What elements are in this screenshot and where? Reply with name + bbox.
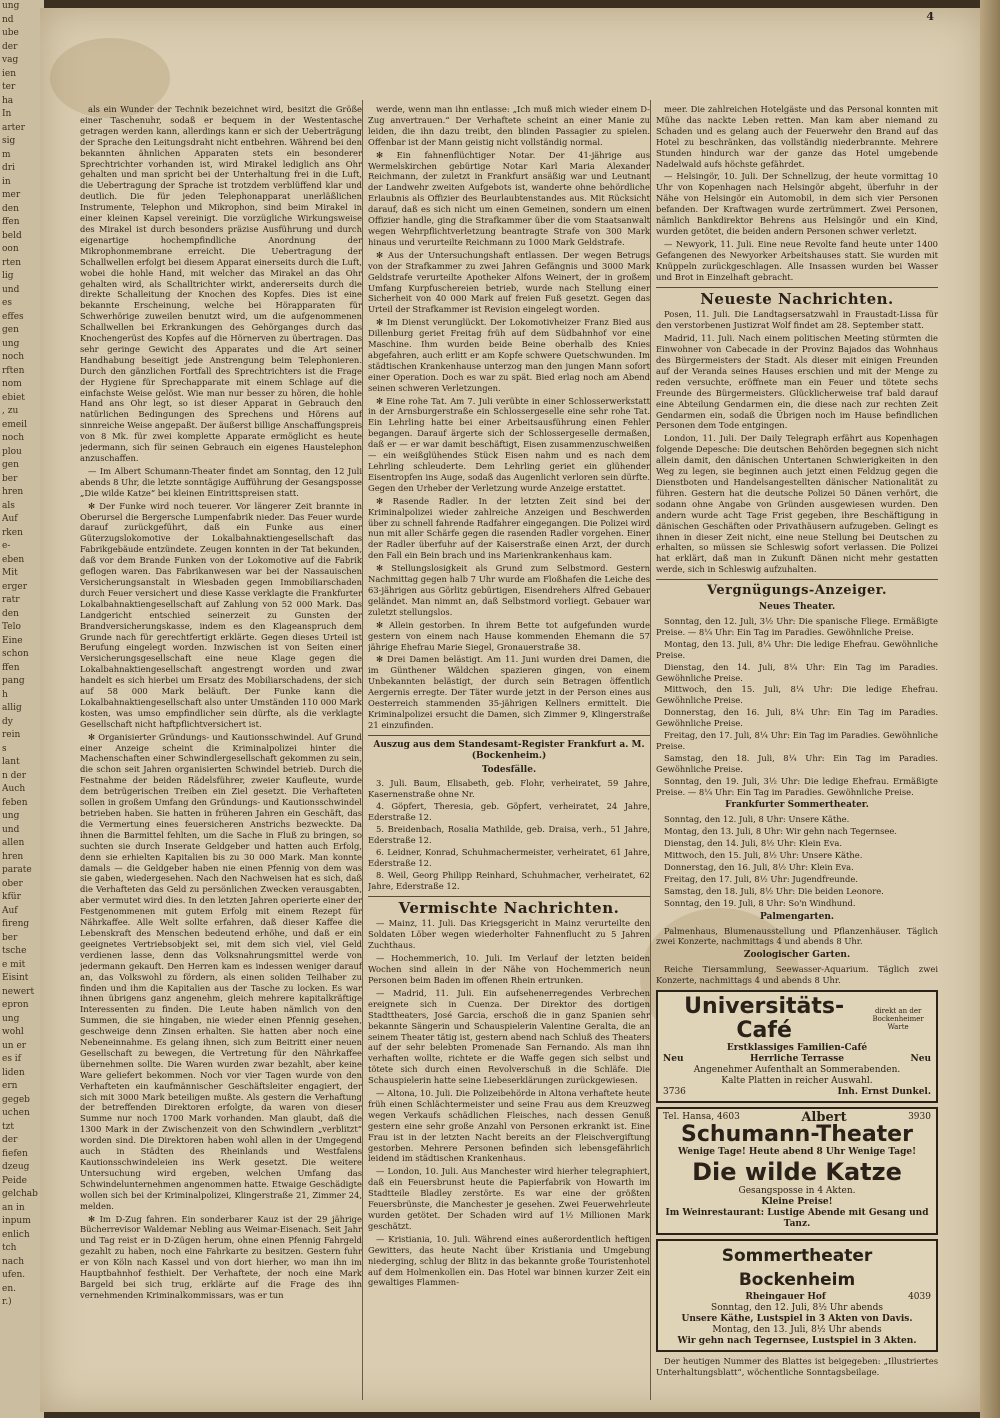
strip-fragment: ratr [2,595,20,605]
program-entry: Mittwoch, den 15. Juli, 8¼ Uhr: Die ledige Ehefrau. Gewöhnliche Preise. [656,684,938,706]
strip-fragment: hren [2,851,24,862]
program-entry: Sonntag, den 12. Juli, 8 Uhr: Unsere Käthe. [664,814,850,825]
strip-fragment: rken [2,527,23,538]
strip-fragment: wohl [2,1027,24,1037]
column-3 [656,104,938,1404]
article-paragraph: ✻ Im Dienst verunglückt. Der Lokomotivheizer Franz Bied aus Dillenburg geriet Freitag früh auf dem Südbahnhof vor eine Maschine. Ihm wurden beide Beine oberhalb des Knies abgefahren, auch erlitt er am Kopfe schwere Quetschwunden. Im städtischen Krankenhause unterzog man den jungen Mann sofort einer Operation. Doch es war zu spät. Bied erlag noch am Abend seinen schweren Verletzungen. [368,317,650,393]
article-paragraph: als ein Wunder der Technik bezeichnet wird, besitzt die Größe einer Taschenuhr, sodaß er bequem in der Westentasche getragen werden kann, allerdings kann er sich der Ueberträgung der Sprache den Leitungsdraht nicht entbehren. Während bei den bekannten ähnlichen Apparaten stets ein besonderer Sprechtrichter vorhanden ist, wird Mirakel lediglich ans Ohr gehalten und man spricht bei der Unterhaltung frei in die Luft, die Uebertragung der Sprache ist trotzdem verblüffend klar und deutlich. Die für jeden Telephonapparat unerläßlichen Instrumente, Telephon und Mikrophon, sind beim Mirakel in einer kleinen Kapsel vereinigt. Die vorzügliche Wirkungsweise des Mirakel ist durch besonders präzise Ausführung und durch eigenartige hochempfindliche Anordnung der Mikrophonmembrane erreicht. Die Uebertragung der Schallwellen erfolgt bei diesem Apparat einerseits durch die Luft, wobei die hohle Hand, mit welcher das Mirakel an das Ohr gehalten wird, als Schalltrichter wirkt, andererseits durch die direkte Schalleitung der Knochen des Kopfes. Dies ist eine bekannte Erscheinung, welche bei Hörapparaten für Schwerhörige zuweilen benutzt wird, um die aufgenommenen Schallwellen bei Erkrankungen des Gehörganges durch das Knochengerüst des Kopfes auf die Hörnerven zu übertragen. Das sehr geringe Gewicht des Apparates und die Art seiner Handhabung beseitigt jede Anstrengung beim Telephonieren. Durch den gänzlichen Fortfall des Sprechtrichters ist die Frage der Hygiene für Sprechapparate mit einem Schlage auf die einfachste Weise gelöst. Wie man nur besser zu hören, die hohle Hand ans Ohr legt, so ist dieser Apparat in Gebrauch den natürlichen Bedingungen des Sprechens und Hörens auf sinnreiche Weise angepaßt. Der äußerst billige Anschaffungspreis von 8 Mk. für zwei komplette Apparate ermöglicht es heute jedermann, sich für seinen Gebrauch ein eigenes Haustelephon anzuschaffen. [80,104,362,463]
section-heading-vermischte: Vermischte Nachrichten. [398,898,620,917]
section-heading-vergnuegung: Vergnügungs-Anzeiger. [707,583,887,599]
palmengarten-title: Palmengarten. [760,911,834,922]
strip-fragment: hren [2,487,24,497]
strip-fragment: fiefen [2,1148,28,1159]
program-entry: Sonntag, den 19. Juli, 8 Uhr: So'n Windhund. [664,897,856,908]
strip-fragment: gen [2,460,19,470]
ad-sommer-title: Sommertheater Bockenheim [721,1246,873,1291]
sommertheater-title: Frankfurter Sommertheater. [725,800,869,811]
column-1 [80,104,362,1404]
section-heading-neueste: Neueste Nachrichten. [700,289,894,308]
strip-fragment: ha [2,95,14,106]
strip-fragment: ien [2,68,17,79]
strip-fragment: noch [2,433,25,443]
news-item: — Mainz, 11. Juli. Das Kriegsgericht in Mainz verurteilte den Soldaten Löber wegen wiederholter Fahnenflucht zu 5 Jahren Zuchthaus. [368,918,650,951]
palmengarten-text: Palmenhaus, Blumenausstellung und Pflanzenhäuser. Täglich zwei Konzerte, nachmittags 4 und abends 8 Uhr. [656,925,938,947]
article-paragraph: ✻ Ein fahnenflüchtiger Notar. Der 41-jährige aus Wermelskirchen gebürtige Notar Karl Maria Alexander Reichmann, der zuletzt in Frankfurt ansäßig war und Leutnant der Landwehr zweiten Aufgebots ist, wanderte ohne behördliche Erlaubnis als Offizier des Beurlaubtenstandes aus. Mit Rücksicht darauf, daß es sich nicht um einen Gemeinen, sondern um einen Offizier handle, ging die Strafkammer über die vom Staatsanwalt wegen Wehrpflichtverletzung beantragte Strafe von 300 Mark hinaus und verurteilte Reichmann zu 1000 Mark Geldstrafe. [368,149,650,247]
strip-fragment: nach [2,1256,24,1267]
strip-fragment: Eine [2,635,23,646]
strip-fragment: tzt [2,1121,14,1132]
article-paragraph: werde, wenn man ihn entlasse: „Ich muß mich wieder einem D-Zug anvertrauen.“ Der Verhaftete scheint an einer Manie zu leiden, die ihn dazu treibt, den blinden Passagier zu spielen. Offenbar ist der Mann geistig nicht vollständig normal. [368,104,650,147]
strip-fragment: dzeug [2,1162,30,1172]
strip-fragment: Auch [2,784,26,794]
advertisement-universitaets-cafe [656,990,938,1103]
zoo-text: Reiche Tiersammlung, Seewasser-Aquarium. Täglich zwei Konzerte, nachmittags 4 und abends 8 Uhr. [656,964,938,986]
page-edge [980,0,1000,1418]
strip-fragment: pang [2,676,25,686]
strip-fragment: Eisint [2,973,29,983]
strip-fragment: allig [2,703,22,713]
article-paragraph: — Im Albert Schumann-Theater findet am Sonntag, den 12 Juli abends 8 Uhr, die letzte sonntägige Aufführung der Gesangsposse „Die wilde Katze“ bei kleinen Eintrittspreisen statt. [80,465,362,498]
ad-theater-line1: Wenige Tage! Heute abend 8 Uhr Wenige Tage! [677,1147,917,1158]
strip-fragment: arter [2,122,25,133]
strip-fragment: den [2,203,19,214]
strip-fragment: liden [2,1067,25,1078]
article-paragraph: ✻ Im D-Zug fahren. Ein sonderbarer Kauz ist der 29 jährige Bücherrevisor Waldemar Nebling aus Weimar-Eisenach. Seit Jahr und Tag reist er in D-Zügen herum, ohne einen Pfennig Fahrgeld gezahlt zu haben, noch eine Fahrkarte zu besitzen. Gestern fuhr er von Köln nach Kassel und von dort hierher, wo man ihn im Hauptbahnhof festhielt. Der Verhaftete, der noch eine Mark Bargeld bei sich trug, erklärte auf die Frage des ihn vernehmenden Kriminalkommissars, was er tun [80,1213,362,1300]
strip-fragment: tch [2,1243,17,1253]
ad-theater-line2: Gesangsposse in 4 Akten. [738,1186,856,1197]
strip-fragment: newert [2,986,35,997]
neues-theater-title: Neues Theater. [758,602,836,613]
article-paragraph: ✻ Der Funke wird noch teuerer. Vor längerer Zeit brannte in Oberursel die Bergersche Lumpenfabrik nieder. Das Feuer wurde darauf zurückgeführt, daß ein Funke aus einer Güterzugslokomotive der Lokalbahnaktiengesellschaft das Fabrikgebäude entzündete. Zeugen konnten in der Tat bekunden, daß vor dem Brande Funken von der Lokomotive auf die Fabrik geflogen waren. Das Fabrikanwesen war bei der Nassauischen Versicherungsanstalt in Wiesbaden gegen Immobiliarschaden durch Feuer versichert und diese Kasse verklagte die Frankfurter Lokalbahnaktiengesellschaft auf Zahlung von 52 000 Mark. Das Landgericht entschied seinerzeit zu Gunsten der Brandversicherungskasse, indem es den Klageanspruch dem Grunde nach für gerechtfertigt erklärte. Gegen dieses Urteil ist Berufung eingelegt worden. Inzwischen ist von Seiten einer Versicherungsgesellschaft eine neue Klage gegen die Lokalbahnaktiengesellschaft angestrengt worden und zwar handelt es sich hierbei um Ersatz des Mobiliarschadens, der sich auf 58 000 Mark beläuft. Der Funke kann die Lokalbahnaktiengesellschaft also unter Umständen 110 000 Mark kosten, was umso empfindlicher sein dürfte, als die verklagte Gesellschaft nicht haftpflichtversichert ist. [80,500,362,729]
ad-sommer-line3: Montag, den 13. Juli, 8½ Uhr abends [712,1325,882,1336]
zoo-title: Zoologischer Garten. [743,950,851,961]
register-entry: 5. Breidenbach, Rosalia Mathilde, geb. Draisa, verh., 51 Jahre, Ederstraße 12. [368,824,650,845]
program-entry: Montag, den 13. Juli, 8¼ Uhr: Die ledige Ehefrau. Gewöhnliche Preise. [656,638,938,660]
strip-fragment: erger [2,581,28,592]
news-item: — Helsingör, 10. Juli. Der Schnellzug, der heute vormittag 10 Uhr von Kopenhagen nach Helsingör abgeht, überfuhr in der Nähe von Helsingör ein Automobil, in dem sich vier Personen befanden. Der Kraftwagen wurde zertrümmert. Zwei Personen, nämlich Bankdirektor Behrens aus Helsingör und ein Kind, wurden getötet, die beiden andern Personen schwer verletzt. [656,171,938,236]
ad-cafe-line3: Kalte Platten in reicher Auswahl. [721,1076,873,1087]
strip-fragment: lant [2,757,20,767]
program-entry: Donnerstag, den 16. Juli, 8¼ Uhr: Ein Tag im Paradies. Gewöhnliche Preise. [656,707,938,729]
ad-theater-number: 3930 [908,1112,931,1123]
divider [368,896,650,897]
strip-fragment: Peide [2,1175,27,1186]
page-number: 4 [926,10,934,23]
news-item: Posen, 11. Juli. Die Landtagsersatzwahl in Fraustadt-Lissa für den verstorbenen Justizrat Wolf findet am 28. September statt. [656,309,938,331]
news-item: meer. Die zahlreichen Hotelgäste und das Personal konnten mit Mühe das nackte Leben retten. Man kam aber niemand zu Schaden und es gelang auch der Feuerwehr den Brand auf das Hotel zu beschränken, das vollständig niederbrannte. Mehrere Stunden hindurch war der ganze das Hotel umgebende Nadelwald aufs höchste gefährdet. [656,104,938,169]
news-item: — Newyork, 11. Juli. Eine neue Revolte fand heute unter 1400 Gefangenen des Newyorker Arbeitshauses statt. Sie wurden mit Knüppeln zurückgeschlagen. Alle Insassen wurden bei Wasser und Brot in Einzelhaft gebracht. [656,238,938,282]
strip-fragment: ffen [2,662,20,673]
strip-fragment: ber [2,473,18,484]
strip-fragment: rten [2,257,22,268]
strip-fragment: m [2,149,11,160]
strip-fragment: als [2,500,15,511]
strip-fragment: oon [2,244,19,254]
strip-fragment: ung [2,1013,20,1024]
strip-fragment: der [2,41,18,52]
strip-fragment: inpum [2,1216,31,1226]
strip-fragment: enlich [2,1229,30,1240]
ad-cafe-mid: Herrliche Terrasse [750,1054,844,1065]
ad-cafe-number: 3736 [663,1087,686,1098]
strip-fragment: und [2,824,20,835]
strip-fragment: uchen [2,1108,30,1118]
ad-theater-title2: Die wilde Katze [692,1158,902,1187]
article-paragraph: ✻ Drei Damen belästigt. Am 11. Juni wurden drei Damen, die im Günthener Wäldchen spazieren gingen, von einem Unbekannten belästigt, der durch sein Betragen öffentlich Aergernis erregte. Der Täter wurde jetzt in der Person eines aus Oesterreich stammenden 35-jährigen Kellners ermittelt. Die Kriminalpolizei ersucht die Damen, sich Zimmer 9, Klingerstraße 21 einzufinden. [368,654,650,730]
strip-fragment: ebiet [2,392,25,403]
strip-fragment: feben [2,797,28,808]
strip-fragment: es if [2,1054,22,1064]
news-item: — London, 10. Juli. Aus Manchester wird hierher telegraphiert, daß ein Feuersbrunst heute die Papierfabrik von Howarth im Stadtteile Bladley zerstörte. Es war eine der größten Feuersbrünste, die Manchester je gesehen. Zwei Feuerwehrleute wurden getötet. Der Schaden wird auf 1½ Millionen Mark geschätzt. [368,1166,650,1231]
news-item: — Madrid, 11. Juli. Ein aufsehenerregendes Verbrechen ereignete sich in Cuenza. Der Direktor des dortigen Stadttheaters, José Garcia, erschoß die in ganz Spanien sehr bekannte Sängerin und Schauspielerin Valentine Geralta, die an seinem Theater tätig ist, gestern abend nach Schluß des Theaters auf der sehr belebten Promenade San Fernando. Als man ihn verhaften wollte, richtete er die Waffe gegen sich selbst und tötete sich durch einen Revolverschuß in die Schläfe. Die Schauspielerin hatte seine Liebeserklärungen zurückgewiesen. [368,987,650,1086]
strip-fragment: r.) [2,1297,12,1307]
ad-cafe-side: direkt an der Bockenheimer Warte [872,1007,924,1032]
ad-sommer-number: 4039 [908,1292,931,1303]
strip-fragment: , zu [2,406,19,416]
strip-fragment: gegeb [2,1094,30,1105]
article-paragraph: ✻ Organisierter Gründungs- und Kautionsschwindel. Auf Grund einer Anzeige scheint die Kriminalpolizei hinter die Machenschaften einer Schwindlergesellschaft gekommen zu sein, die schon seit Jahren organisierten Schwindel betrieb. Durch die Festnahme der beiden Rädelsführer, zweier Kaufleute, wurde dem betrügerischen Treiben ein Ziel gesetzt. Die Verhafteten sollen in großem Umfang den Gründungs- und Kautionsschwindel betrieben haben. Sie hatten in früheren Jahren ein Geschäft, das die Vermertung eines feuersicheren Anstrichs bezweckte. Da ihnen die Barmittel fehlten, um die Sache in Fluß zu bringen, so suchten sie durch Inserate Geldgeber und hatten auch Erfolg, denn sie erhielten Kapitalien bis zu 30 000 Mark. Man konnte damals — die Geldgeber haben nie einen Pfennig von dem was sie gaben, wiedergesehen. Nach den Nachweisen hat es sich, daß die Verhafteten das Geld zu persönlichen Zwecken verausgabten, aber vermutet wird dies. In den letzten Jahren operierte einer der Festgenommenen mit gutem Erfolg mit einem Rezept für Nährkaffee. Alle Welt sollte erfahren, daß dieser Kaffee die Lebenskraft des Menschen bedeutend erhöhe, und daß er ein geeignetes Vertriebsobjekt sei, mit dem sich viel, viel Geld verdienen lasse, denn das Volksnahrungsmittel werde von jedermann gekauft. Den Herren kam es indessen weniger darauf an, das Volkswohl zu fördern, als einen soliden Teilhaber zu finden und ihm die Kapitalien aus der Tasche zu locken. Es war ihnen übrigens ganz angenehm, gleich mehrere kapitalkräftige Interessenten zu finden. Die Leute haben nämlich von den Summen, die sie hingaben, nie wieder einen Pfennig gesehen, geschweige denn Zinsen erhalten. Sie hatten aber noch eine Nebeneinnahme. Es gelang ihnen, sich zum Beitritt einer neuen Gesellschaft zu bewegen, die Vertretung für den Nährkaffee übernehmen sollte. Die Waren wurden zwar bezahlt, aber keine Ware geliefert bekommen. Noch vor vier Tagen wurde von den Verhafteten ein kaufmännischer Geschäftsleiter engagiert, der sich mit 3000 Mark beteiligen mußte. Als gestern die Verhaftung der betreffenden Direktoren erfolgte, da waren von dieser Summe nur noch 1700 Mark vorhanden. Man glaubt, daß die 1300 Mark in der Zwischenzeit von den Schwindlern „verblitzt“ worden sind. Die Direktoren haben wohl allen in der Umgegend auch in Städten des Rheinlands und Westfalens Kautionsschwindeleien ins Werk gesetzt. Die weitere Untersuchung wird ergeben, welchen Umfang das Schwindelunternehmen angenommen hatte. Etwaige Geschädigte wollen sich bei der Kriminalpolizei, Klingerstraße 21, Zimmer 24, melden. [80,731,362,1211]
program-entry: Donnerstag, den 16. Juli, 8½ Uhr: Klein Eva. [664,862,854,872]
strip-fragment: es [2,298,12,308]
ad-sommer-line4: Wir gehn nach Tegernsee, Lustspiel in 3 Akten. [677,1336,917,1347]
ad-sommer-line1: Sonntag, den 12. Juli, 8½ Uhr abends [711,1303,883,1314]
strip-fragment: dri [2,163,15,173]
strip-fragment: ube [2,28,19,38]
strip-fragment: ung [2,1,20,11]
ad-theater-pre: Albert [801,1110,847,1126]
strip-fragment: n der [2,770,27,781]
ad-sommer-line2: Unsere Käthe, Lustspiel in 3 Akten von Davis. [681,1314,913,1325]
strip-fragment: ern [2,1081,18,1091]
ad-sommer-sub: Rheingauer Hof [745,1292,826,1303]
article-paragraph: ✻ Rasende Radler. In der letzten Zeit sind bei der Kriminalpolizei wieder zahlreiche Anzeigen und Beschwerden über zu schnell fahrende Radfahrer eingegangen. Die Polizei wird nun mit aller Schärfe gegen die rasenden Radler vorgehen. Einer der Radler überfuhr auf der Kaiserstraße einen Arzt, der durch den Fall ein Bein brach und ins Marienkrankenhaus kam. [368,495,650,561]
ad-cafe-line1: Erstklassiges Familien-Café [726,1043,868,1054]
strip-fragment: epron [2,1000,29,1010]
ad-theater-phone: Tel. Hansa, 4603 [663,1112,740,1123]
strip-fragment: mer [2,190,21,200]
advertisement-schumann-theater [656,1107,938,1235]
strip-fragment: fireng [2,919,30,929]
strip-fragment: parate [2,865,32,875]
strip-fragment: Mit [2,568,18,578]
strip-fragment: gen [2,325,19,335]
strip-fragment: ter [2,82,16,92]
article-paragraph: ✻ Stellungslosigkeit als Grund zum Selbstmord. Gestern Nachmittag gegen halb 7 Uhr wurde am Floßhafen die Leiche des 63-jährigen aus Görlitz gebürtigen, Eisendrehers Alfred Gebauer geländet. Man nimmt an, daß Selbstmord vorliegt. Gebauer war zuletzt stellungslos. [368,563,650,617]
article-paragraph: ✻ Allein gestorben. In ihrem Bette tot aufgefunden wurde gestern von einem nach Hause kommenden Ehemann die 57 jährige Ehefrau Marie Siegel, Gronauerstraße 38. [368,619,650,652]
strip-fragment: und [2,284,20,295]
strip-fragment: nd [2,14,14,25]
strip-fragment: ufen. [2,1270,26,1280]
divider [656,579,938,580]
news-item: Madrid, 11. Juli. Nach einem politischen Meeting stürmten die Einwohner von Cabecade in der Provinz Bajados das Wohnhaus des Bürgermeisters der Stadt. Als dieser mit einigen Freunden auf der Veranda seines Hauses erschien und mit der Menge zu reden versuchte, eröffnete man ein Feuer und tötete sechs Freunde des Bürgermeisters. Glücklicherweise traf bald darauf eine Abteilung Gendarmen ein, die diese nach zur rechten Zeit Gendarmen ein, sodaß die Übrigen noch im Hause befindlichen Personen dem Tode entgingen. [656,333,938,431]
strip-fragment: nom [2,379,22,389]
adjacent-page-strip [0,0,44,1418]
strip-fragment: noch [2,352,25,362]
strip-fragment: an in [2,1202,25,1213]
strip-fragment: ffen [2,217,20,227]
strip-fragment: ber [2,932,18,943]
program-entry: Freitag, den 17. Juli, 8½ Uhr: Jugendfreunde. [664,873,858,884]
article-paragraph: ✻ Eine rohe Tat. Am 7. Juli verübte in einer Schlosserwerkstatt in der Arnsburgerstraße ein Schlossergeselle eine sehr rohe Tat. Ein Lehrling hatte bei einer Arbeitsausführung einen Fehler begangen. Darauf ärgerte sich der Schlossergeselle dermaßen, daß er — er war damit beschäftigt, Eisen zusammenzuschweißen — ein weißglühendes Stück Eisen nahm und es nach dem Lehrling schleuderte. Dem Lehrling geriet ein glühender Eisentropfen ins Auge, sodaß das Augenlicht verloren sein dürfte. Gegen den Urheber der Verletzung wurde Anzeige erstattet. [368,395,650,493]
ad-theater-line4: Im Weinrestaurant: Lustige Abende mit Gesang und Tanz. [665,1208,929,1230]
footer-note: Der heutigen Nummer des Blattes ist beigegeben: „Illustriertes Unterhaltungsblatt“, wöchentliche Sonntagsbeilage. [656,1356,938,1377]
strip-fragment: in [2,176,11,187]
strip-fragment: Auf [2,905,18,916]
strip-fragment: h [2,689,8,700]
ad-cafe-title: Universitäts-Café [684,994,845,1044]
ad-theater-line3: Kleine Preise! [761,1197,833,1208]
register-entry: 3. Juli. Baum, Elisabeth, geb. Flohr, verheiratet, 59 Jahre, Kasernenstraße ohne Nr. [368,778,650,800]
article-paragraph: ✻ Aus der Untersuchungshaft entlassen. Der wegen Betrugs von der Strafkammer zu zwei Jahren Gefängnis und 3000 Mark Geldstrafe verurteilte Apotheker Alfons Weinert, der in großem Umfang Kurpfuschereien betrieb, wurde nach Stellung einer Sicherheit von 40 000 Mark auf freien Fuß gesetzt. Gegen das Urteil der Strafkammer ist Revision eingelegt worden. [368,249,650,315]
divider [656,287,938,288]
advertisement-sommertheater-bockenheim [656,1239,938,1352]
strip-fragment: rften [2,365,25,376]
ad-cafe-line2: Angenehmer Aufenthalt an Sommerabenden. [693,1065,901,1076]
strip-fragment: en. [2,1283,16,1294]
ad-cafe-left: Neu [663,1054,684,1065]
strip-fragment: allen [2,838,25,848]
column-2 [368,104,650,1404]
register-entry: 4. Göpfert, Theresia, geb. Göpfert, verheiratet, 24 Jahre, Ederstraße 12. [368,801,650,823]
strip-fragment: emeil [2,419,27,430]
strip-fragment: Auf [2,514,18,524]
strip-fragment: s [2,743,7,754]
register-entry: 6. Leidner, Konrad, Schuhmachermeister, verheiratet, 61 Jahre, Ederstraße 12. [368,846,650,868]
strip-fragment: ung [2,811,20,821]
program-entry: Montag, den 13. Juli, 8 Uhr: Wir gehn nach Tegernsee. [664,826,897,837]
news-item: — Hochemmerich, 10. Juli. Im Verlauf der letzten beiden Wochen sind allein in der Nähe von Hochemmerich neun Personen beim Baden im offenen Rhein ertrunken. [368,953,650,985]
news-item: — Altona, 10. Juli. Die Polizeibehörde in Altona verhaftete heute früh einen Schlächtermeister und seine Frau aus dem Kreuzweg wegen Verkaufs schädlichen Fleisches, nach dessen Genuß gestern eine sehr große Anzahl von Personen erkrankt ist. Eine Frau ist in der letzten Nacht bereits an der Fleischvergiftung gestorben. Mehrere Personen befinden sich lebensgefährlich leidend im städtischen Krankenhaus. [368,1088,650,1164]
strip-fragment: eben [2,554,25,565]
strip-fragment: tsche [2,946,27,956]
program-entry: Samstag, den 18. Juli, 8½ Uhr: Die beiden Leonore. [664,885,884,896]
strip-fragment: e- [2,541,11,551]
news-item: — Kristiania, 10. Juli. Während eines außerordentlich heftigen Gewitters, das heute Nacht über Kristiania und Umgebung niederging, schlug der Blitz in das bekannte große Touristenhotel auf dem Holmenkollen ein. Das Hotel war binnen kurzer Zeit ein gewaltiges Flammen- [368,1233,650,1288]
news-item: London, 11. Juli. Der Daily Telegraph erfährt aus Kopenhagen folgende Depesche: Die deutschen Behörden begegnen sich nicht allein damit, den dänischen Untertanen Schwierigkeiten in den Weg zu legen, sie beginnen auch jetzt einen Feldzug gegen die Dienstboten und Handelsangestellten dänischer Nationalität zu führen. Gestern hat die deutsche Polizei 50 Dänen verhört, die sodann ohne Angabe von Gründen ausgewiesen wurden. Den andern wurde acht Tage Frist gegeben, ihre Beschäftigung in dänischen Geschäften oder Privathäusern aufzugeben. Gelingt es ihnen in dieser Zeit nicht, eine neue Stellung bei Deutschen zu erhalten, so müssen sie Schleswig sofort verlassen. Die Polizei hat erklärt, daß man in Zukunft Dänen nicht mehr gestatten werde, sich in Schleswig aufzuhalten. [656,433,938,575]
strip-fragment: effes [2,311,24,322]
column-rule [362,100,363,1400]
strip-fragment: In [2,109,12,119]
register-title: Auszug aus dem Standesamt-Register Frankfurt a. M. (Bockenheim.) [373,739,645,761]
program-entry: Dienstag, den 14. Juli, 8¼ Uhr: Ein Tag im Paradies. Gewöhnliche Preise. [656,661,938,683]
strip-fragment: plou [2,446,22,457]
register-subtitle: Todesfälle. [481,764,537,775]
strip-fragment: der [2,1135,18,1145]
strip-fragment: ober [2,878,23,889]
strip-fragment: e mit [2,959,26,970]
strip-fragment: gelchab [2,1189,38,1199]
strip-fragment: un er [2,1040,27,1051]
newspaper-page [40,8,982,1412]
strip-fragment: schon [2,649,29,659]
strip-fragment: dy [2,716,13,727]
program-entry: Sonntag, den 19. Juli, 3½ Uhr: Die ledige Ehefrau. Ermäßigte Preise. — 8¼ Uhr: Ein Tag im Paradies. Gewöhnliche Preise. [656,775,938,797]
program-entry: Mittwoch, den 15. Juli, 8½ Uhr: Unsere Käthe. [664,850,863,861]
strip-fragment: den [2,608,19,619]
program-entry: Dienstag, den 14. Juli, 8½ Uhr: Klein Eva. [664,838,843,849]
ad-cafe-right: Neu [910,1054,931,1065]
program-entry: Freitag, den 17. Juli, 8¼ Uhr: Ein Tag im Paradies. Gewöhnliche Preise. [656,730,938,751]
strip-fragment: ung [2,338,20,349]
program-entry: Sonntag, den 12. Juli, 3½ Uhr: Die spanische Fliege. Ermäßigte Preise. — 8¼ Uhr: Ein Tag im Paradies. Gewöhnliche Preise. [656,615,938,637]
strip-fragment: rein [2,730,21,740]
divider [368,735,650,736]
ad-theater-title: Schumann-Theater [681,1122,913,1148]
strip-fragment: kfür [2,892,21,902]
program-entry: Samstag, den 18. Juli, 8¼ Uhr: Ein Tag im Paradies. Gewöhnliche Preise. [656,752,938,774]
strip-fragment: beld [2,230,22,241]
register-entry: 8. Weil, Georg Philipp Reinhard, Schuhmacher, verheiratet, 62 Jahre, Ederstraße 12. [368,869,650,891]
strip-fragment: Telo [2,622,21,632]
strip-fragment: sig [2,136,16,146]
column-rule [650,100,651,1400]
strip-fragment: lig [2,271,14,281]
ad-cafe-owner: Inh. Ernst Dunkel. [837,1087,931,1098]
strip-fragment: vag [2,55,19,65]
